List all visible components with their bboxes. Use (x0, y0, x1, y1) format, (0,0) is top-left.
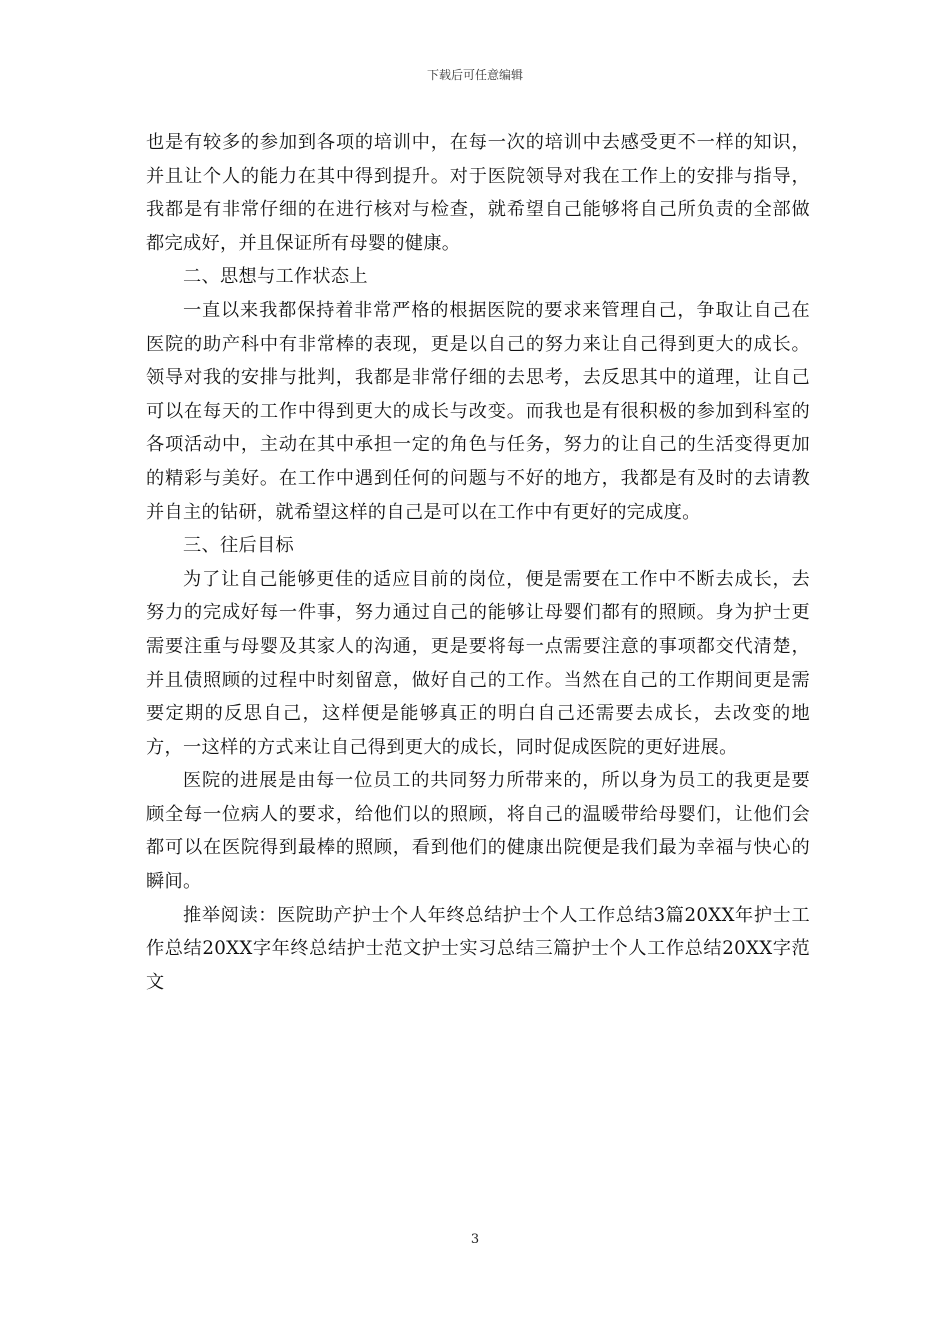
paragraph-conclusion: 医院的进展是由每一位员工的共同努力所带来的，所以身为员工的我更是要顾全每一位病人的要求，给他们以的照顾，将自己的温暖带给母婴们，让他们会都可以在医院得到最棒的照顾，看到他们的健康出院便是我们最为幸福与快心的瞬间。 (146, 770, 810, 893)
paragraph-goals: 为了让自己能够更佳的适应目前的岗位，便是需要在工作中不断去成长，去努力的完成好每一件事，努力通过自己的能够让母婴们都有的照顾。身为护士更需要注重与母婴及其家人的沟通，更是要将每一点需要注意的事项都交代清楚，并且债照顾的过程中时刻留意，做好自己的工作。当然在自己的工作期间更是需要定期的反思自己，这样便是能够真正的明白自己还需要去成长，去改变的地方，一这样的方式来让自己得到更大的成长，同时促成医院的更好进展。 (146, 568, 810, 758)
document-body (146, 126, 810, 999)
paragraph-training: 也是有较多的参加到各项的培训中，在每一次的培训中去感受更不一样的知识，并且让个人的能力在其中得到提升。对于医院领导对我在工作上的安排与指导，我都是有非常仔细的在进行核对与检查，就希望自己能够将自己所负责的全部做都完成好，并且保证所有母婴的健康。 (146, 132, 810, 254)
page-number: 3 (470, 1232, 480, 1247)
paragraph-thought: 一直以来我都保持着非常严格的根据医院的要求来管理自己，争取让自己在医院的助产科中有非常棒的表现，更是以自己的努力来让自己得到更大的成长。领导对我的安排与批判，我都是非常仔细的去思考，去反思其中的道理，让自己可以在每天的工作中得到更大的成长与改变。而我也是有很积极的参加到科室的各项活动中，主动在其中承担一定的角色与任务，努力的让自己的生活变得更加的精彩与美好。在工作中遇到任何的问题与不好的地方，我都是有及时的去请教并自主的钻研，就希望这样的自己是可以在工作中有更好的完成度。 (146, 299, 810, 523)
section-heading-goals: 三、往后目标 (183, 535, 294, 557)
page-header: 下载后可任意编辑 (426, 68, 523, 82)
recommended-reading: 推举阅读：医院助产护士个人年终总结护士个人工作总结3篇20XX年护士工作总结20XX字年终总结护士范文护士实习总结三篇护士个人工作总结20XX字范文 (146, 904, 810, 993)
section-heading-thought: 二、思想与工作状态上 (183, 266, 368, 288)
